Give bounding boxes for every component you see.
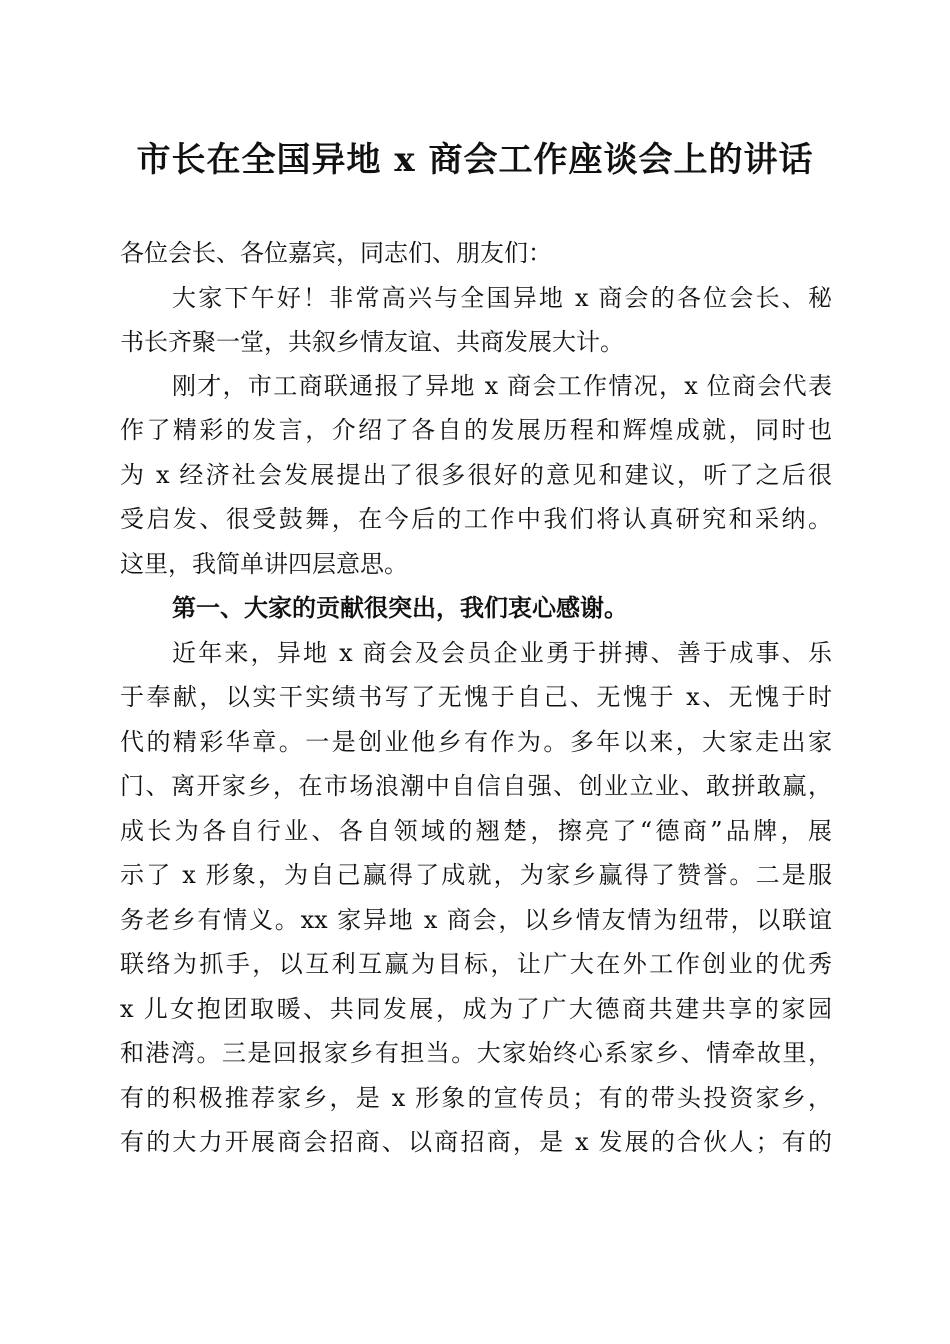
body-line: 成长为各自行业、各自领域的翘楚，擦亮了“德商”品牌，展: [120, 817, 832, 845]
body-line: 有的大力开展商会招商、以商招商，是 x 发展的合伙人；有的: [120, 1128, 832, 1156]
body-line: 近年来，异地 x 商会及会员企业勇于拼搏、善于成事、乐: [172, 639, 832, 667]
body-line: 示了 x 形象，为自己赢得了成就，为家乡赢得了赞誉。二是服: [120, 861, 832, 889]
body-line: 大家下午好！非常高兴与全国异地 x 商会的各位会长、秘: [172, 284, 832, 312]
body-line: 作了精彩的发言，介绍了各自的发展历程和辉煌成就，同时也: [120, 416, 832, 444]
body-line: 有的积极推荐家乡，是 x 形象的宣传员；有的带头投资家乡，: [120, 1084, 832, 1112]
document-title: 市长在全国异地 x 商会工作座谈会上的讲话: [136, 140, 814, 180]
body-line: 这里，我简单讲四层意思。: [120, 550, 408, 578]
body-line: 门、离开家乡，在市场浪潮中自信自强、创业立业、敢拼敢赢，: [120, 772, 832, 800]
salutation-line: 各位会长、各位嘉宾，同志们、朋友们：: [120, 239, 552, 267]
body-line: 刚才，市工商联通报了异地 x 商会工作情况，x 位商会代表: [172, 372, 832, 400]
body-line: 为 x 经济社会发展提出了很多很好的意见和建议，听了之后很: [120, 461, 832, 489]
body-line: 书长齐聚一堂，共叙乡情友谊、共商发展大计。: [120, 328, 624, 356]
body-line: 受启发、很受鼓舞，在今后的工作中我们将认真研究和采纳。: [120, 505, 832, 533]
body-line: 于奉献，以实干实绩书写了无愧于自己、无愧于 x、无愧于时: [120, 683, 832, 711]
body-line: 代的精彩华章。一是创业他乡有作为。多年以来，大家走出家: [120, 728, 832, 756]
body-line: x 儿女抱团取暖、共同发展，成为了广大德商共建共享的家园: [120, 995, 832, 1023]
section-heading: 第一、大家的贡献很突出，我们衷心感谢。: [172, 593, 628, 622]
body-line: 务老乡有情义。xx 家异地 x 商会，以乡情友情为纽带，以联谊: [120, 906, 832, 934]
body-line: 联络为抓手，以互利互赢为目标，让广大在外工作创业的优秀: [120, 950, 832, 978]
body-line: 和港湾。三是回报家乡有担当。大家始终心系家乡、情牵故里，: [120, 1039, 832, 1067]
